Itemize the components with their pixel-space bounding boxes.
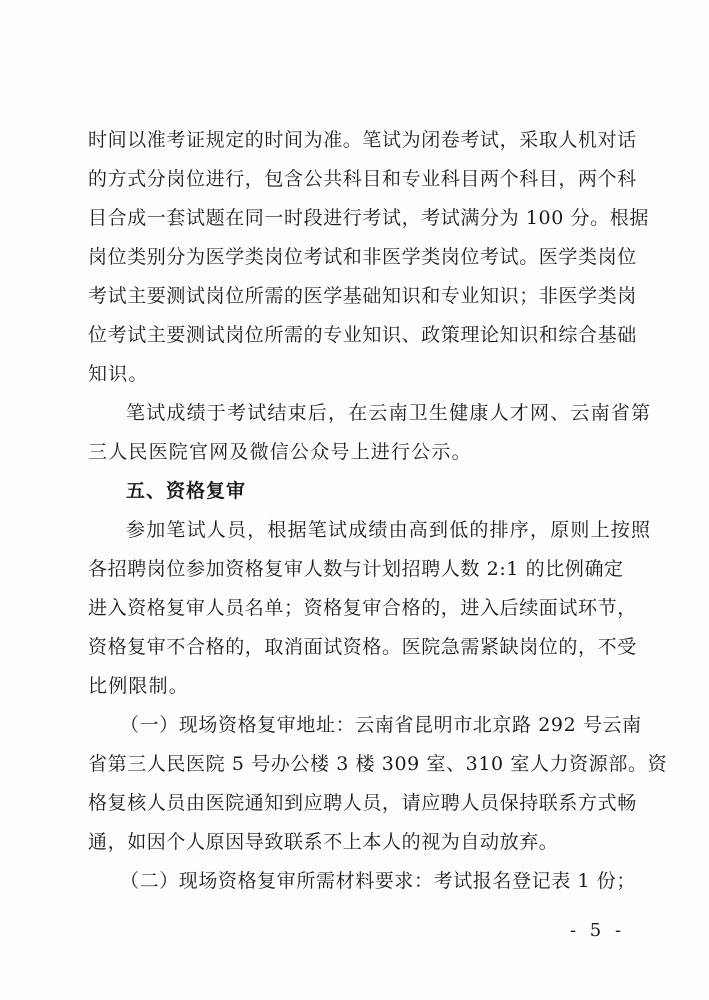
body-text-line: 通，如因个人原因导致联系不上本人的视为自动放弃。 bbox=[88, 831, 559, 853]
body-text-line: 知识。 bbox=[88, 363, 149, 385]
body-text-line: 位考试主要测试岗位所需的专业知识、政策理论知识和综合基础 bbox=[88, 324, 637, 346]
paragraph-first-line: 参加笔试人员，根据笔试成绩由高到低的排序，原则上按照 bbox=[126, 519, 652, 541]
body-text-line: 资格复审不合格的，取消面试资格。医院急需紧缺岗位的，不受 bbox=[88, 636, 637, 658]
body-text-line: 时间以准考证规定的时间为准。笔试为闭卷考试，采取人机对话 bbox=[88, 129, 637, 151]
body-text-line: 考试主要测试岗位所需的医学基础知识和专业知识；非医学类岗 bbox=[88, 285, 637, 307]
section-heading: 五、资格复审 bbox=[126, 480, 247, 502]
page-number: - 5 - bbox=[570, 920, 626, 941]
body-text-line: 岗位类别分为医学类岗位考试和非医学类岗位考试。医学类岗位 bbox=[88, 246, 637, 268]
paragraph-first-line: 笔试成绩于考试结束后，在云南卫生健康人才网、云南省第 bbox=[126, 402, 652, 424]
body-text-line: 目合成一套试题在同一时段进行考试，考试满分为 100 分。根据 bbox=[88, 207, 649, 229]
paragraph-first-line: （一）现场资格复审地址：云南省昆明市北京路 292 号云南 bbox=[120, 714, 642, 736]
body-text-line: 进入资格复审人员名单；资格复审合格的，进入后续面试环节， bbox=[88, 597, 637, 619]
paragraph-first-line: （二）现场资格复审所需材料要求：考试报名登记表 1 份； bbox=[120, 870, 636, 892]
body-text-line: 三人民医院官网及微信公众号上进行公示。 bbox=[88, 441, 472, 463]
body-text-line: 格复核人员由医院通知到应聘人员，请应聘人员保持联系方式畅 bbox=[88, 792, 637, 814]
body-text-line: 省第三人民医院 5 号办公楼 3 楼 309 室、310 室人力资源部。资 bbox=[88, 753, 668, 775]
body-text-line: 各招聘岗位参加资格复审人数与计划招聘人数 2:1 的比例确定 bbox=[88, 558, 624, 580]
body-text-line: 比例限制。 bbox=[88, 675, 190, 697]
body-text-line: 的方式分岗位进行，包含公共科目和专业科目两个科目，两个科 bbox=[88, 168, 637, 190]
